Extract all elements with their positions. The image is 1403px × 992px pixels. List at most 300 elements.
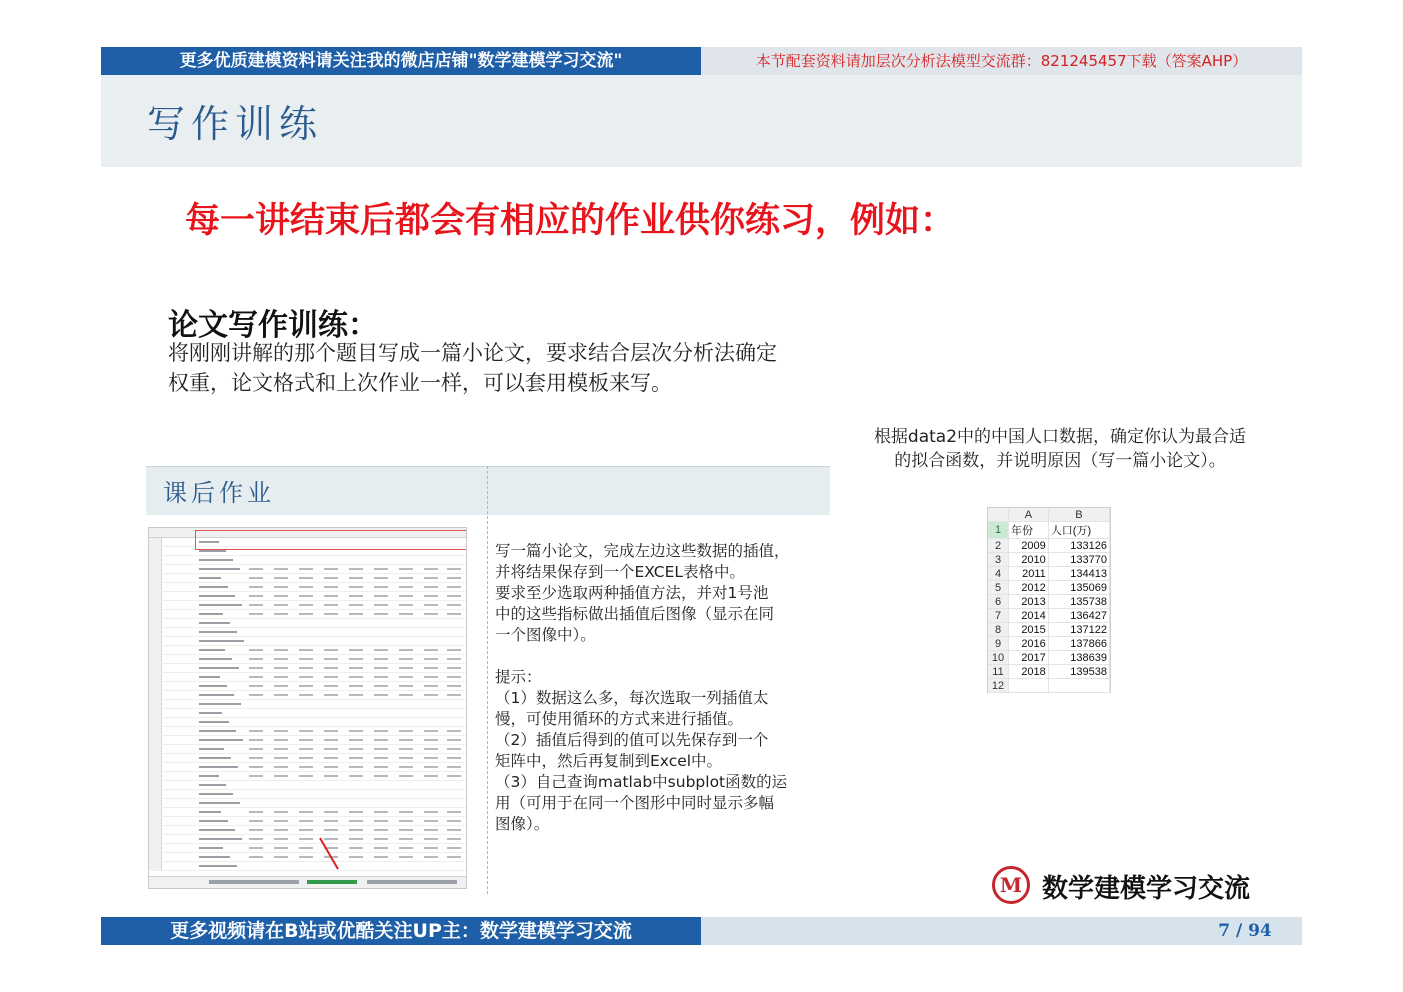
sheet-cell xyxy=(374,649,388,651)
sheet-cell xyxy=(424,568,438,570)
sheet-row xyxy=(149,691,466,700)
row-number: 9 xyxy=(988,637,1009,651)
population-table xyxy=(987,507,1111,693)
sheet-row xyxy=(149,601,466,610)
sheet-row-number xyxy=(149,808,162,816)
sheet-cell xyxy=(349,847,363,849)
sheet-row-label xyxy=(199,667,239,669)
sheet-cell xyxy=(399,613,413,615)
sheet-row xyxy=(149,835,466,844)
sheet-row xyxy=(149,745,466,754)
sheet-cell xyxy=(424,838,438,840)
sheet-cell xyxy=(299,613,313,615)
column-header-b: B xyxy=(1048,508,1109,522)
sheet-row-number xyxy=(149,853,162,861)
sheet-row-label xyxy=(199,586,228,588)
sheet-cell xyxy=(424,820,438,822)
sheet-row xyxy=(149,655,466,664)
year-cell: 2015 xyxy=(1009,623,1049,637)
sheet-cell xyxy=(399,658,413,660)
sheet-row xyxy=(149,754,466,763)
sheet-cell xyxy=(274,613,288,615)
note-line: 的拟合函数，并说明原因（写一篇小论文）。 xyxy=(894,451,1226,471)
sheet-cell xyxy=(349,658,363,660)
sheet-row-label xyxy=(199,757,231,759)
sheet-cell xyxy=(249,667,263,669)
sheet-row-number xyxy=(149,619,162,627)
sheet-cell xyxy=(374,613,388,615)
population-cell: 136427 xyxy=(1048,609,1109,623)
sheet-cell xyxy=(349,568,363,570)
page-number: 7 / 94 xyxy=(1218,921,1272,941)
sheet-cell xyxy=(274,811,288,813)
sheet-cell xyxy=(249,694,263,696)
sheet-cell xyxy=(249,775,263,777)
sheet-cell xyxy=(299,775,313,777)
sheet-cell xyxy=(349,676,363,678)
sheet-cell xyxy=(447,757,461,759)
sheet-cell xyxy=(299,856,313,858)
sheet-cell xyxy=(374,568,388,570)
sheet-cell xyxy=(424,595,438,597)
sheet-rows xyxy=(149,538,466,876)
row-number: 1 xyxy=(988,522,1009,539)
year-cell: 2010 xyxy=(1009,553,1049,567)
sheet-row-number xyxy=(149,772,162,780)
sheet-row-label xyxy=(199,865,237,867)
sheet-row xyxy=(149,763,466,772)
sheet-cell xyxy=(249,748,263,750)
sheet-row-label xyxy=(199,712,222,714)
homework-line: 慢，可使用循环的方式来进行插值。 xyxy=(495,710,744,728)
sheet-cell xyxy=(399,811,413,813)
sheet-row-label xyxy=(199,604,242,606)
population-cell: 135069 xyxy=(1048,581,1109,595)
year-cell: 2014 xyxy=(1009,609,1049,623)
sheet-cell xyxy=(274,838,288,840)
sheet-cell xyxy=(349,667,363,669)
sheet-cell xyxy=(399,766,413,768)
sheet-cell xyxy=(274,595,288,597)
sheet-row-number xyxy=(149,844,162,852)
sheet-row xyxy=(149,637,466,646)
sheet-cell xyxy=(274,820,288,822)
sheet-cell xyxy=(299,685,313,687)
sheet-row-label xyxy=(199,802,240,804)
sheet-cell xyxy=(374,856,388,858)
sheet-cell xyxy=(374,694,388,696)
year-cell: 2017 xyxy=(1009,651,1049,665)
sheet-cell xyxy=(349,694,363,696)
row-number: 12 xyxy=(988,679,1009,693)
sheet-cell xyxy=(299,847,313,849)
sheet-cell xyxy=(424,685,438,687)
sheet-cell xyxy=(374,739,388,741)
sheet-cell xyxy=(274,775,288,777)
sheet-cell xyxy=(349,586,363,588)
top-resource-banner: 本节配套资料请加层次分析法模型交流群：821245457下载（答案AHP） xyxy=(701,47,1302,75)
sheet-tab-bar xyxy=(149,876,466,888)
sheet-row xyxy=(149,682,466,691)
sheet-cell xyxy=(424,676,438,678)
sheet-cell xyxy=(447,676,461,678)
sheet-cell xyxy=(274,766,288,768)
sheet-row-label xyxy=(199,775,219,777)
sheet-cell xyxy=(274,649,288,651)
sheet-cell xyxy=(299,676,313,678)
logo-m-icon: M xyxy=(992,866,1030,904)
sheet-row xyxy=(149,673,466,682)
sheet-cell xyxy=(374,775,388,777)
note-line: 根据data2中的中国人口数据，确定你认为最合适 xyxy=(873,427,1247,447)
sheet-row-label xyxy=(199,739,243,741)
sheet-cell xyxy=(249,577,263,579)
sheet-row xyxy=(149,781,466,790)
sheet-cell xyxy=(324,766,338,768)
sheet-cell xyxy=(399,775,413,777)
sheet-row xyxy=(149,556,466,565)
sheet-cell xyxy=(349,829,363,831)
sheet-row-number xyxy=(149,682,162,690)
sheet-cell xyxy=(324,811,338,813)
sheet-row-label xyxy=(199,685,227,687)
sheet-row-number xyxy=(149,835,162,843)
sheet-cell xyxy=(299,595,313,597)
sheet-cell xyxy=(424,829,438,831)
sheet-cell xyxy=(399,748,413,750)
sheet-cell xyxy=(424,739,438,741)
sheet-cell xyxy=(324,730,338,732)
sheet-cell xyxy=(349,604,363,606)
homework-line: （1）数据这么多，每次选取一列插值太 xyxy=(495,689,769,707)
spreadsheet-image xyxy=(148,527,467,889)
population-cell: 133770 xyxy=(1048,553,1109,567)
sheet-row-label xyxy=(199,568,240,570)
sheet-row xyxy=(149,826,466,835)
sheet-cell xyxy=(324,829,338,831)
sheet-cell xyxy=(299,829,313,831)
sheet-cell xyxy=(349,595,363,597)
essay-line: 将刚刚讲解的那个题目写成一篇小论文，要求结合层次分析法确定 xyxy=(168,341,777,365)
sheet-row-label xyxy=(199,730,236,732)
sheet-cell xyxy=(274,847,288,849)
sheet-tab xyxy=(209,880,299,884)
homework-text xyxy=(495,541,815,835)
sheet-cell xyxy=(249,649,263,651)
population-cell: 135738 xyxy=(1048,595,1109,609)
homework-line: （2）插值后得到的值可以先保存到一个 xyxy=(495,731,769,749)
sheet-cell xyxy=(324,649,338,651)
sheet-cell xyxy=(424,847,438,849)
sheet-cell xyxy=(324,757,338,759)
homework-line: 提示： xyxy=(495,668,542,686)
sheet-cell xyxy=(299,577,313,579)
sheet-row-label xyxy=(199,595,235,597)
year-cell: 2013 xyxy=(1009,595,1049,609)
sheet-cell xyxy=(299,820,313,822)
sheet-cell xyxy=(324,667,338,669)
sheet-cell xyxy=(349,613,363,615)
sheet-cell xyxy=(324,604,338,606)
row-number: 7 xyxy=(988,609,1009,623)
sheet-row-label xyxy=(199,631,237,633)
empty-cell xyxy=(1009,679,1049,693)
sheet-cell xyxy=(447,667,461,669)
sheet-row-label xyxy=(199,676,220,678)
row-number: 2 xyxy=(988,539,1009,553)
sheet-cell xyxy=(249,838,263,840)
sheet-row-label xyxy=(199,784,226,786)
sheet-cell xyxy=(424,667,438,669)
sheet-row xyxy=(149,808,466,817)
sheet-cell xyxy=(374,577,388,579)
sheet-cell xyxy=(274,748,288,750)
row-number: 5 xyxy=(988,581,1009,595)
homework-divider xyxy=(487,466,488,894)
sheet-row xyxy=(149,664,466,673)
sheet-cell xyxy=(424,811,438,813)
sheet-row-label xyxy=(199,703,241,705)
population-cell: 137866 xyxy=(1048,637,1109,651)
sheet-cell xyxy=(324,820,338,822)
sheet-cell xyxy=(274,757,288,759)
sheet-cell xyxy=(399,694,413,696)
sheet-cell xyxy=(447,829,461,831)
sheet-cell xyxy=(399,847,413,849)
sheet-cell xyxy=(424,694,438,696)
essay-body xyxy=(168,338,908,398)
sheet-cell xyxy=(374,829,388,831)
essay-heading: 论文写作训练： xyxy=(168,308,378,343)
sheet-cell xyxy=(447,568,461,570)
sheet-cell xyxy=(299,739,313,741)
sheet-cell xyxy=(349,739,363,741)
year-cell: 2018 xyxy=(1009,665,1049,679)
header-cell-year: 年份 xyxy=(1009,522,1049,539)
brand-logo xyxy=(990,864,1290,910)
homework-line: 写一篇小论文，完成左边这些数据的插值， xyxy=(495,542,790,560)
sheet-cell xyxy=(424,748,438,750)
sheet-cell xyxy=(399,577,413,579)
sheet-cell xyxy=(349,811,363,813)
sheet-cell xyxy=(447,649,461,651)
sheet-cell xyxy=(274,694,288,696)
sheet-cell xyxy=(399,595,413,597)
year-cell: 2009 xyxy=(1009,539,1049,553)
sheet-cell xyxy=(447,730,461,732)
sheet-row-label xyxy=(199,613,223,615)
sheet-cell xyxy=(349,685,363,687)
year-cell: 2012 xyxy=(1009,581,1049,595)
sheet-row-number xyxy=(149,754,162,762)
homework-line: 要求至少选取两种插值方法，并对1号池 xyxy=(495,584,769,602)
sheet-cell xyxy=(374,604,388,606)
sheet-cell xyxy=(274,739,288,741)
row-number: 4 xyxy=(988,567,1009,581)
sheet-row-label xyxy=(199,766,238,768)
sheet-row-number xyxy=(149,655,162,663)
sheet-cell xyxy=(274,568,288,570)
sheet-row-label xyxy=(199,721,229,723)
sheet-cell xyxy=(299,757,313,759)
sheet-cell xyxy=(324,838,338,840)
sheet-row-label xyxy=(199,559,233,561)
population-cell: 134413 xyxy=(1048,567,1109,581)
sheet-cell xyxy=(324,685,338,687)
sheet-cell xyxy=(249,586,263,588)
sheet-row xyxy=(149,853,466,862)
sheet-cell xyxy=(447,685,461,687)
population-note xyxy=(850,425,1270,473)
sheet-row-number xyxy=(149,781,162,789)
sheet-cell xyxy=(324,658,338,660)
sheet-cell xyxy=(249,604,263,606)
homework-line: （3）自己查询matlab中subplot函数的运 xyxy=(495,773,788,791)
sheet-cell xyxy=(399,730,413,732)
sheet-cell xyxy=(249,766,263,768)
sheet-row xyxy=(149,862,466,871)
sheet-cell xyxy=(299,658,313,660)
sheet-cell xyxy=(374,847,388,849)
sheet-cell xyxy=(349,649,363,651)
sheet-cell xyxy=(424,730,438,732)
headline: 每一讲结束后都会有相应的作业供你练习，例如： xyxy=(185,201,956,241)
sheet-row xyxy=(149,628,466,637)
sheet-cell xyxy=(447,766,461,768)
row-number: 3 xyxy=(988,553,1009,567)
sheet-cell xyxy=(424,613,438,615)
sheet-row-number xyxy=(149,574,162,582)
essay-line: 权重，论文格式和上次作业一样，可以套用模板来写。 xyxy=(168,371,672,395)
sheet-row-number xyxy=(149,817,162,825)
sheet-row xyxy=(149,709,466,718)
sheet-cell xyxy=(374,658,388,660)
sheet-cell xyxy=(447,604,461,606)
sheet-row-number xyxy=(149,745,162,753)
sheet-tab-active xyxy=(307,880,357,884)
sheet-cell xyxy=(374,820,388,822)
sheet-cell xyxy=(299,667,313,669)
sheet-cell xyxy=(424,604,438,606)
sheet-row-number xyxy=(149,637,162,645)
sheet-row xyxy=(149,610,466,619)
sheet-cell xyxy=(299,748,313,750)
sheet-cell xyxy=(349,820,363,822)
homework-line: 图像）。 xyxy=(495,815,550,833)
sheet-row-number xyxy=(149,628,162,636)
sheet-cell xyxy=(249,757,263,759)
sheet-row-number xyxy=(149,547,162,555)
sheet-cell xyxy=(424,775,438,777)
sheet-row-number xyxy=(149,673,162,681)
sheet-cell xyxy=(274,829,288,831)
sheet-cell xyxy=(399,757,413,759)
sheet-cell xyxy=(447,658,461,660)
sheet-row-label xyxy=(199,640,244,642)
sheet-cell xyxy=(374,730,388,732)
sheet-row-number xyxy=(149,592,162,600)
sheet-cell xyxy=(299,694,313,696)
sheet-cell xyxy=(349,838,363,840)
sheet-cell xyxy=(249,739,263,741)
sheet-cell xyxy=(274,676,288,678)
sheet-row xyxy=(149,574,466,583)
sheet-cell xyxy=(299,838,313,840)
sheet-row xyxy=(149,592,466,601)
year-cell: 2011 xyxy=(1009,567,1049,581)
sheet-row xyxy=(149,790,466,799)
sheet-row-label xyxy=(199,694,234,696)
sheet-cell xyxy=(349,730,363,732)
sheet-row xyxy=(149,700,466,709)
sheet-row-number xyxy=(149,691,162,699)
sheet-cell xyxy=(274,685,288,687)
sheet-row-label xyxy=(199,820,228,822)
sheet-row-number xyxy=(149,610,162,618)
sheet-cell xyxy=(349,577,363,579)
sheet-row-number xyxy=(149,799,162,807)
sheet-cell xyxy=(249,613,263,615)
sheet-cell xyxy=(424,577,438,579)
sheet-cell xyxy=(374,667,388,669)
homework-line: 中的这些指标做出插值后图像（显示在同 xyxy=(495,605,775,623)
sheet-cell xyxy=(299,766,313,768)
row-number: 11 xyxy=(988,665,1009,679)
sheet-cell xyxy=(274,604,288,606)
sheet-cell xyxy=(424,766,438,768)
sheet-row-number xyxy=(149,664,162,672)
homework-line: 矩阵中，然后再复制到Excel中。 xyxy=(495,752,723,770)
sheet-cell xyxy=(274,586,288,588)
sheet-cell xyxy=(447,856,461,858)
sheet-cell xyxy=(349,775,363,777)
sheet-row-number xyxy=(149,790,162,798)
sheet-cell xyxy=(249,676,263,678)
sheet-cell xyxy=(374,685,388,687)
sheet-cell xyxy=(374,766,388,768)
sheet-highlight-box xyxy=(195,530,467,550)
sheet-cell xyxy=(249,820,263,822)
sheet-cell xyxy=(249,847,263,849)
sheet-cell xyxy=(324,775,338,777)
sheet-cell xyxy=(324,739,338,741)
row-number: 10 xyxy=(988,651,1009,665)
sheet-row-number xyxy=(149,718,162,726)
sheet-row-label xyxy=(199,577,221,579)
sheet-cell xyxy=(274,667,288,669)
sheet-cell xyxy=(399,739,413,741)
sheet-row xyxy=(149,718,466,727)
sheet-cell xyxy=(324,676,338,678)
column-header-a: A xyxy=(1009,508,1049,522)
sheet-cell xyxy=(447,595,461,597)
sheet-cell xyxy=(249,595,263,597)
sheet-cell xyxy=(447,820,461,822)
sheet-cell xyxy=(374,811,388,813)
sheet-cell xyxy=(324,595,338,597)
footer-promo-banner: 更多视频请在B站或优酷关注UP主：数学建模学习交流 xyxy=(101,917,701,945)
sheet-cell xyxy=(274,577,288,579)
sheet-cell xyxy=(374,586,388,588)
sheet-row xyxy=(149,565,466,574)
sheet-cell xyxy=(447,613,461,615)
population-cell: 138639 xyxy=(1048,651,1109,665)
sheet-cell xyxy=(374,748,388,750)
sheet-row-label xyxy=(199,793,233,795)
sheet-cell xyxy=(399,586,413,588)
sheet-cell xyxy=(447,739,461,741)
corner-cell xyxy=(988,508,1009,522)
